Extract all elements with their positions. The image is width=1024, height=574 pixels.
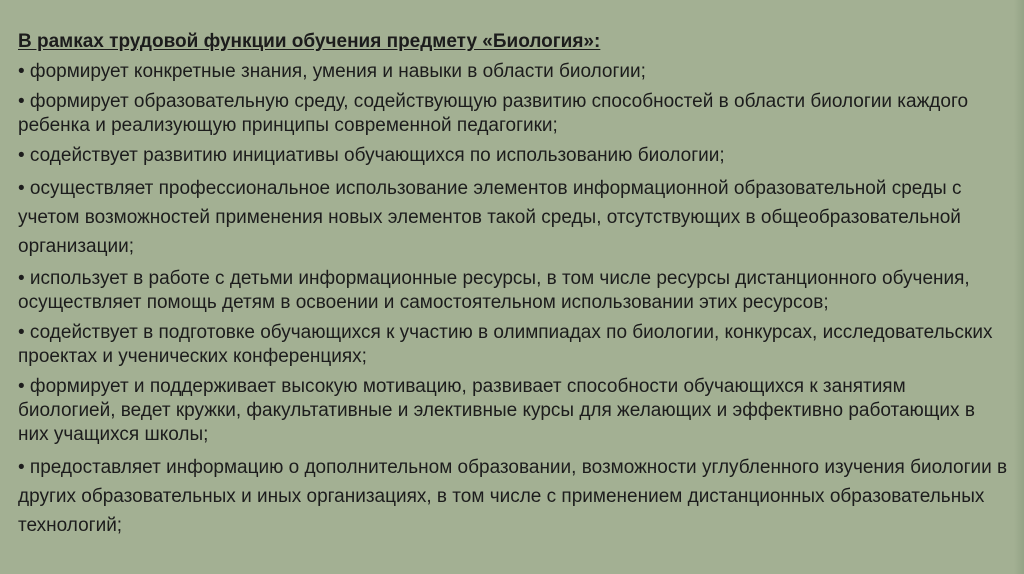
bullet-item-2: • формирует образовательную среду, содействующую развитию способностей в области биологии каждого ребенка и реализующую принципы современной педагогики;	[18, 91, 969, 136]
bullet-item-1: • формирует конкретные знания, умения и навыки в области биологии;	[18, 61, 646, 82]
bullet-item-7: • формирует и поддерживает высокую мотивацию, развивает способности обучающихся к занятиям биологией, ведет кружки, факультативные и элективные курсы для желающих и эффективно работающих в них учащихся школы;	[18, 376, 975, 445]
slide-heading: В рамках трудовой функции обучения предмету «Биология»:	[18, 31, 601, 52]
bullet-item-8: • предоставляет информацию о дополнительном образовании, возможности углубленного изучения биологии в других образовательных и иных организациях, в том числе с применением дистанционных образовательных технологий;	[18, 457, 1008, 536]
bullet-item-3: • содействует развитию инициативы обучающихся по использованию биологии;	[18, 145, 725, 166]
bullet-item-6: • содействует в подготовке обучающихся к участию в олимпиадах по биологии, конкурсах, исследовательских проектах и ученических конференциях;	[18, 322, 993, 367]
bullet-item-4: • осуществляет профессиональное использование элементов информационной образовательной среды с учетом возможностей применения новых элементов такой среды, отсутствующих в общеобразовательной организации;	[18, 178, 962, 257]
slide-content	[18, 30, 1008, 546]
slide-right-edge	[1014, 0, 1024, 574]
bullet-item-5: • использует в работе с детьми информационные ресурсы, в том числе ресурсы дистанционного обучения, осуществляет помощь детям в освоении и самостоятельном использовании этих ресурсов;	[18, 268, 970, 313]
